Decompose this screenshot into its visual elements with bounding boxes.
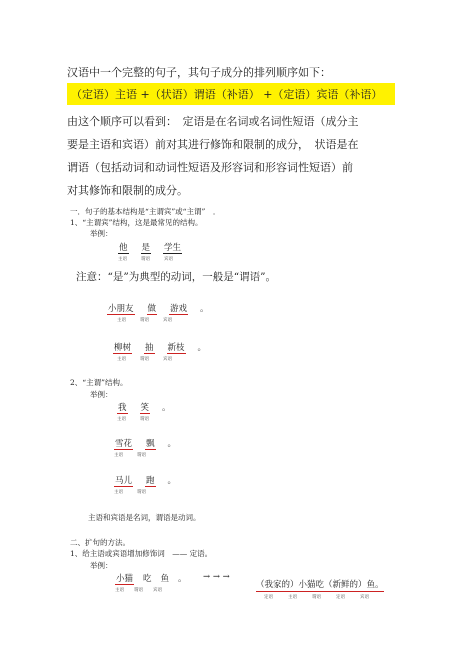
ex4-subject: 我 [118, 403, 127, 413]
example-label-1: 举例： [90, 229, 113, 238]
example-label-3: 举例： [90, 561, 113, 570]
paragraph-line-3: 谓语（包括动词和动词性短语及形容词和形容词性短语）前 [67, 161, 353, 174]
ex7-label-subject: 主语 [115, 588, 124, 593]
example-7-basic [115, 572, 187, 593]
ex7-expanded-sentence: （我家的）小猫吃（新鲜的）鱼。 [256, 580, 384, 590]
section-1-1-heading: 1、“主谓宾”结构，这是最常见的结构。 [70, 218, 203, 227]
example-3 [113, 341, 206, 362]
ex4-label-subject: 主语 [117, 417, 126, 422]
note-text: 注意：“是”为典型的动词，一般是“谓语”。 [76, 271, 276, 283]
ex5-label-subject: 主语 [114, 453, 123, 458]
ex1-predicate: 是 [141, 243, 151, 253]
ex3-label-object: 宾语 [163, 357, 172, 362]
ex7-label-object-2: 宾语 [360, 595, 369, 600]
ex7-object: 鱼 [160, 574, 170, 584]
ex7-predicate: 吃 [143, 574, 152, 584]
ex7-period: 。 [178, 574, 187, 584]
section-1-heading: 一．句子的基本结构是“主谓宾”或“主谓” ． [70, 207, 221, 216]
ex6-label-subject: 主语 [114, 490, 123, 495]
ex2-subject: 小朋友 [108, 304, 134, 314]
ex3-object: 新枝 [167, 343, 185, 353]
ex6-label-predicate: 谓语 [137, 490, 146, 495]
ex6-period: 。 [167, 476, 177, 486]
ex7-label-attr-2: 定语 [336, 595, 345, 600]
ex3-predicate: 抽 [145, 343, 154, 353]
formula-highlight: （定语）主语 +（状语）谓语（补语） +（定语）宾语（补语） [67, 83, 395, 105]
ex5-predicate: 飘 [146, 439, 155, 449]
example-label-2: 举例： [90, 390, 113, 399]
ex7-label-subject-2: 主语 [288, 595, 297, 600]
ex4-label-predicate: 谓语 [140, 417, 149, 422]
example-1 [118, 241, 182, 262]
example-7-expanded [256, 572, 384, 600]
ex3-label-predicate: 谓语 [140, 357, 149, 362]
example-4 [117, 401, 171, 422]
ex2-period: 。 [200, 304, 209, 314]
example-5 [114, 437, 176, 458]
ex7-label-predicate-2: 谓语 [312, 595, 321, 600]
ex3-label-subject: 主语 [117, 357, 126, 362]
ex5-label-predicate: 谓语 [137, 453, 146, 458]
ex7-label-predicate: 谓语 [134, 588, 143, 593]
ex2-label-subject: 主语 [117, 318, 126, 323]
ex1-object: 学生 [164, 243, 182, 253]
ex1-label-subject: 主语 [118, 257, 127, 262]
ex6-subject: 马儿 [115, 476, 133, 486]
ex2-label-predicate: 谓语 [140, 318, 149, 323]
ex7-label-attr-1: 定语 [264, 595, 273, 600]
paragraph-line-1: 由这个顺序可以看到： 定语是在名词或名词性短语（成分主 [67, 115, 359, 128]
ex7-arrow: → → → [203, 572, 230, 582]
section-2-1-heading: 1、给主语或宾语增加修饰词 —— 定语。 [70, 549, 213, 558]
ex6-predicate: 跑 [146, 476, 155, 486]
ex2-predicate: 做 [147, 304, 157, 314]
example-6 [114, 474, 176, 495]
ex5-subject: 雪花 [115, 439, 133, 449]
summary-text: 主语和宾语是名词，谓语是动词。 [88, 513, 201, 522]
intro-text: 汉语中一个完整的句子，其句子成分的排列顺序如下： [67, 66, 331, 79]
ex4-predicate: 笑 [140, 403, 150, 413]
ex5-period: 。 [167, 439, 177, 449]
example-2 [107, 302, 209, 323]
paragraph-line-2: 要是主语和宾语）前对其进行修饰和限制的成分， 状语是在 [67, 138, 359, 151]
ex1-label-object: 宾语 [164, 257, 173, 262]
ex2-label-object: 宾语 [163, 318, 172, 323]
ex7-label-object: 宾语 [153, 588, 162, 593]
ex3-period: 。 [197, 343, 207, 353]
section-2-heading: 二、扩句的方法。 [70, 538, 130, 547]
ex7-subject: 小猫 [116, 574, 134, 584]
ex2-object: 游戏 [170, 304, 188, 314]
paragraph-line-4: 对其修饰和限制的成分。 [67, 184, 188, 197]
ex1-label-predicate: 谓语 [141, 257, 150, 262]
ex3-subject: 柳树 [114, 343, 132, 353]
ex4-period: 。 [162, 403, 171, 413]
ex1-subject: 他 [119, 243, 128, 253]
section-1-2-heading: 2、“主谓”结构。 [70, 378, 128, 387]
